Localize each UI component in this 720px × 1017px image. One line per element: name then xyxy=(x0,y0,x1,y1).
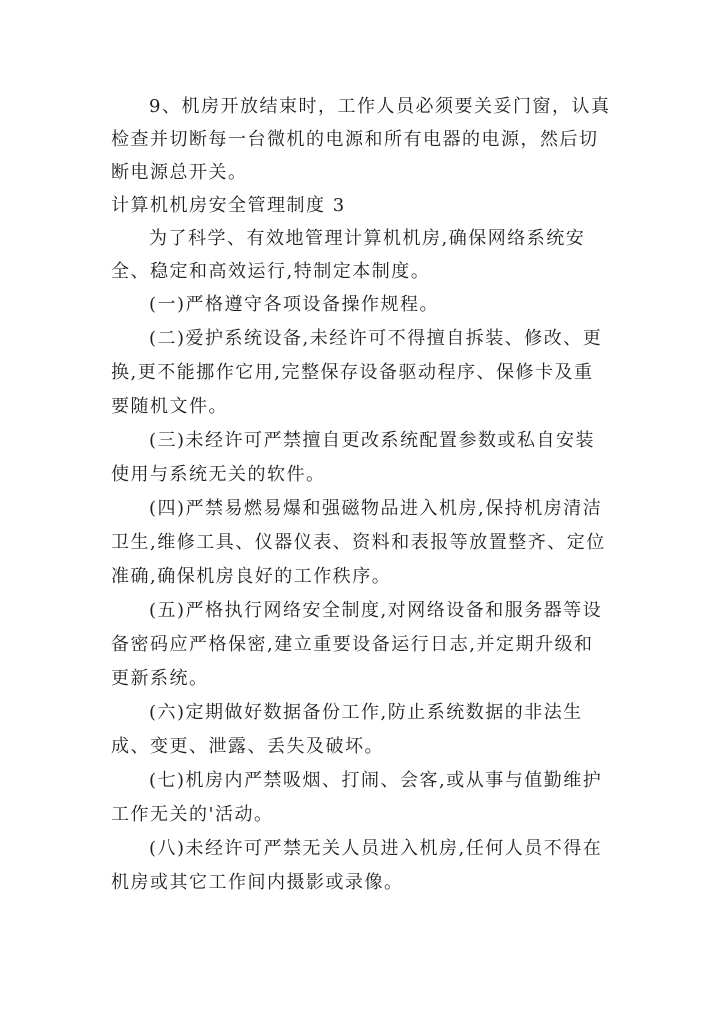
rule-item-3: (三)未经许可严禁擅自更改系统配置参数或私自安装使用与系统无关的软件。 xyxy=(111,430,596,485)
document-body xyxy=(111,90,611,900)
intro-paragraph: 为了科学、有效地管理计算机机房,确保网络系统安全、稳定和高效运行,特制定本制度。 xyxy=(111,228,586,282)
rule-item-2: (二)爱护系统设备,未经许可不得擅自拆装、修改、更换,更不能挪作它用,完整保存设备驱动程序、保修卡及重要随机文件。 xyxy=(111,328,603,417)
rule-item-7: (七)机房内严禁吸烟、打闹、会客,或从事与值勤维护工作无关的'活动。 xyxy=(111,770,603,825)
paragraph-9: 9、机房开放结束时，工作人员必须要关妥门窗，认真检查并切断每一台微机的电源和所有电器的电源，然后切断电源总开关。 xyxy=(111,96,611,183)
rule-item-8: (八)未经许可严禁无关人员进入机房,任何人员不得在机房或其它工作间内摄影或录像。 xyxy=(111,838,603,893)
rule-item-6: (六)定期做好数据备份工作,防止系统数据的非法生成、变更、泄露、丢失及破坏。 xyxy=(111,702,583,757)
rule-item-1: (一)严格遵守各项设备操作规程。 xyxy=(149,294,440,315)
rule-item-4: (四)严禁易燃易爆和强磁物品进入机房,保持机房清洁卫生,维修工具、仪器仪表、资料和表报等放置整齐、定位准确,确保机房良好的工作秩序。 xyxy=(111,498,606,587)
rule-item-5: (五)严格执行网络安全制度,对网络设备和服务器等设备密码应严格保密,建立重要设备运行日志,并定期升级和更新系统。 xyxy=(111,600,603,689)
section-title: 计算机机房安全管理制度 3 xyxy=(111,195,346,216)
